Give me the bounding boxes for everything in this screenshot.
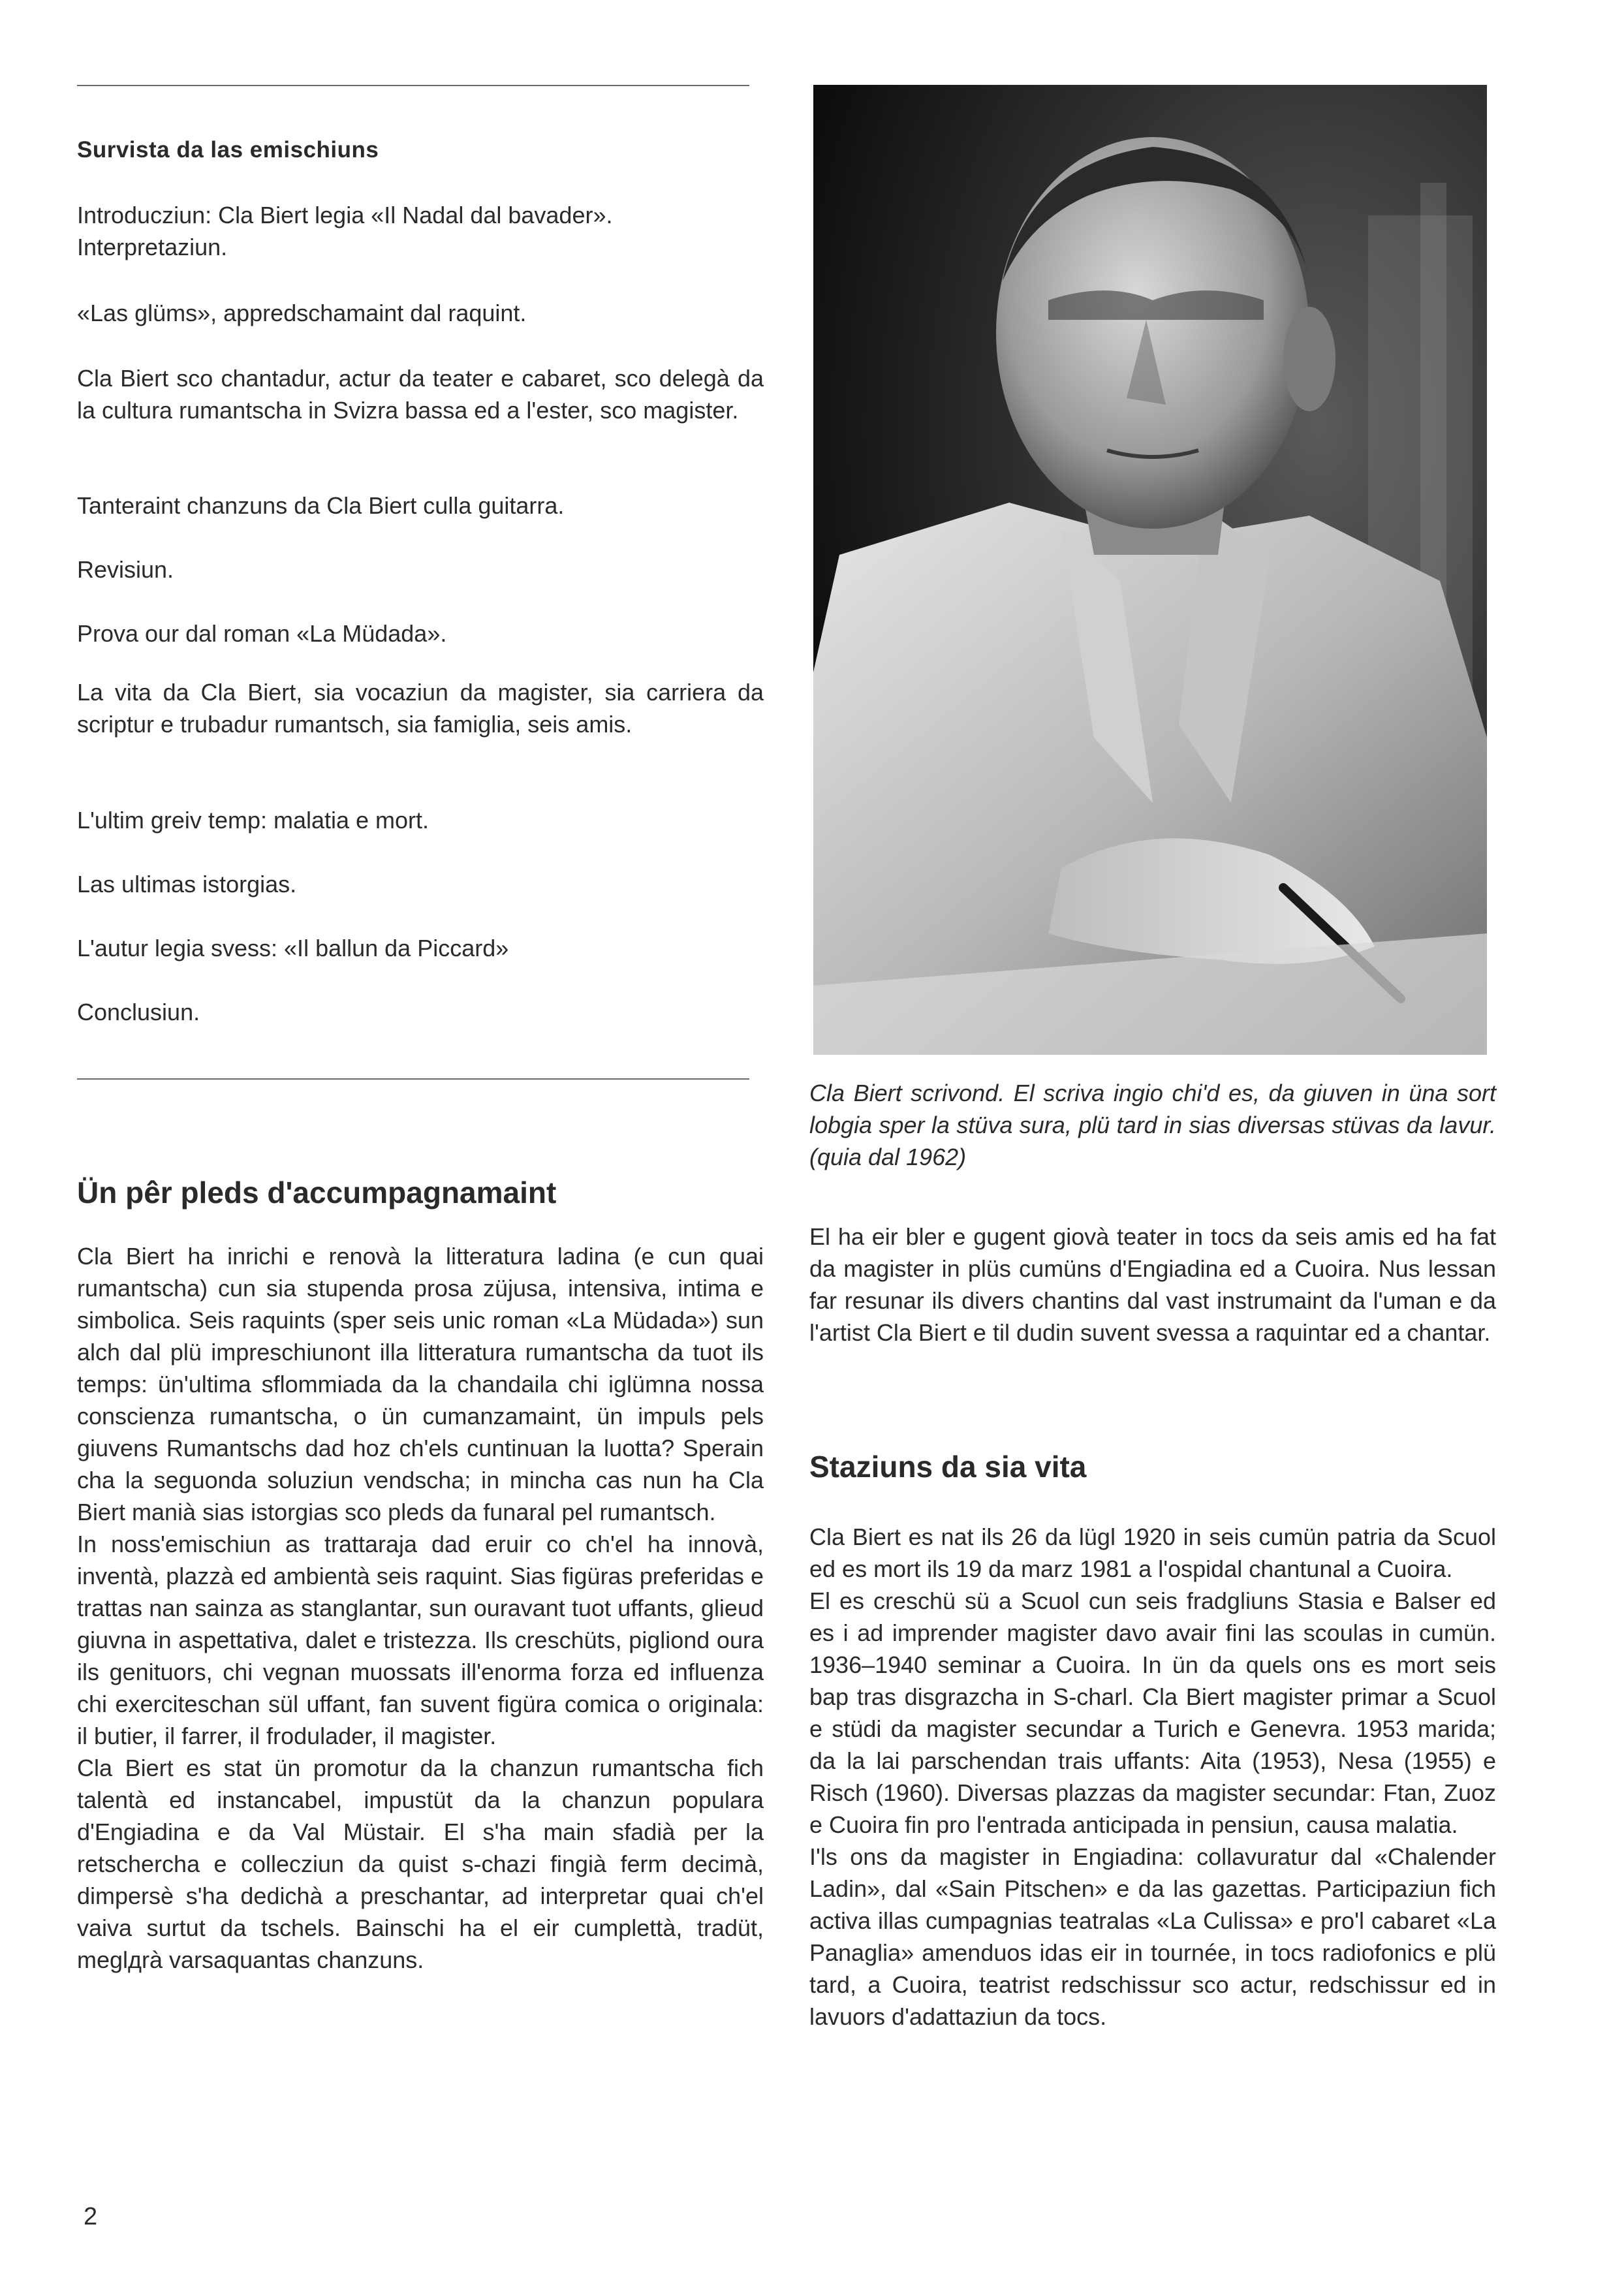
survista-item-3: Cla Biert sco chantadur, actur da teater e cabaret, sco delegà da la cultura rumantscha in Svizra bassa ed a l'ester, sco magister. <box>77 365 764 424</box>
survista-item-2: «Las glüms», appredschamaint dal raquint. <box>77 300 527 326</box>
pleds-paragraph-2: In noss'emischiun as trattaraja dad eruir co ch'el ha innovà, inventà, plazzà ed ambientà seis raquint. Sias figüras preferidas e trattas nan sainza as stanglantar, sun ouravant tuot uffants, glieud giuvna in aspettativa, dalet e tristezza. Ils creschüts, pigliond oura ils genituors, chi vegnan muossats ill'enorma forza ed influenza chi exerciteschan sül uffant, fan suvent figüra comica o originala: il butier, il farrer, il frodulader, il magister. <box>77 1531 764 1749</box>
pleds-paragraph-1: Cla Biert ha inrichi e renovà la litteratura ladina (e cun quai rumantscha) cun sia stupenda prosa züjusa, intensiva, intima e simbolica. Seis raquints (sper seis unic roman «La Müdada») sun alch dal plü impreschiunont illa litteratura rumantscha da tuot ils temps: ün'ultima sflommiada da la chandaila chi iglümna nossa conscienza rumantscha, o ün cumanzamaint, ün impuls pels giuvens Rumantschs dad hoz ch'els cuntinuan la luotta? Sperain cha la seguonda soluziun vendscha; in mincha cas nun ha Cla Biert manià sias istorgias sco pleds da funaral pel rumantsch. <box>77 1243 764 1525</box>
top-rule <box>77 85 749 86</box>
page-number: 2 <box>84 2203 98 2230</box>
staziuns-paragraph-1: Cla Biert es nat ils 26 da lügl 1920 in seis cumün patria da Scuol ed es mort ils 19 da marz 1981 a l'ospidal chantunal a Cuoira. <box>809 1523 1496 1582</box>
survista-title: Survista da las emischiuns <box>77 137 379 163</box>
survista-item-1: Introducziun: Cla Biert legia «Il Nadal dal bavader». Interpretaziun. <box>77 202 613 260</box>
teater-paragraph: El ha eir bler e gugent giovà teater in tocs da seis amis ed ha fat da magister in plüs cumüns d'Engiadina ed a Cuoira. Nus lessan far resunar ils divers chantins dal vast instrumaint da l'uman e da l'artist Cla Biert e til dudin suvent svessa a raquintar ed a chantar. <box>809 1223 1496 1346</box>
staziuns-paragraph-2: El es creschü sü a Scuol cun seis fradgliuns Stasia e Balser ed es i ad imprender magister davo avair fini las scoulas in cumün. 1936–1940 seminar a Cuoira. In ün da quels ons es mort seis bap tras disgrazcha in S-charl. Cla Biert magister primar a Scuol e stüdi da magister secundar a Turich e Genevra. 1953 marida; da la lai parschendan trais uffants: Aita (1953), Nesa (1955) e Risch (1960). Diversas plazzas da magister secundar: Ftan, Zuoz e Cuoira fin pro l'entrada anticipada in pensiun, causa malatia. <box>809 1587 1496 1838</box>
survista-item-10: L'autur legia svess: «Il ballun da Piccard» <box>77 935 509 961</box>
pleds-heading: Ün pêr pleds d'accumpagnamaint <box>77 1176 557 1210</box>
pleds-body <box>77 1240 764 1976</box>
survista-item-8: L'ultim greiv temp: malatia e mort. <box>77 807 429 834</box>
staziuns-paragraph-3: I'ls ons da magister in Engiadina: collavuratur dal «Chalender Ladin», dal «Sain Pitschen» e da las gazettas. Participaziun fich activa illas cumpagnias teatralas «La Culissa» e pro'l cabaret «La Panaglia» amenduos idas eir in tournée, in tocs radiofonics e plü tard, a Cuoira, teatrist redschissur sco actur, redschissur ed in lavuors d'adattaziun da tocs. <box>809 1843 1496 2030</box>
photo-caption: Cla Biert scrivond. El scriva ingio chi'd es, da giuven in üna sort lobgia sper la stüva sura, plü tard in sias diversas stüvas da lavur. (quia dal 1962) <box>809 1080 1496 1170</box>
section-rule <box>77 1078 749 1080</box>
survista-item-5: Revisiun. <box>77 556 174 583</box>
pleds-paragraph-3: Cla Biert es stat ün promotur da la chanzun rumantscha fich talentà ed instancabel, impustüt da la chanzun populara d'Engiadina e da Val Müstair. El s'ha main sfadià per la retschercha e collecziun da quist s-chazi fingià ferm decimà, dimpersè s'ha dedichà a preschantar, ad interpretar quai ch'el vaiva surtut da tschels. Bainschi ha el eir cumplettà, tradüt, meglдrà varsaquantas chanzuns. <box>77 1755 764 1973</box>
portrait-photo <box>813 85 1487 1055</box>
survista-item-4: Tanteraint chanzuns da Cla Biert culla guitarra. <box>77 492 565 519</box>
portrait-illustration <box>813 85 1487 1055</box>
staziuns-heading: Staziuns da sia vita <box>809 1450 1087 1484</box>
staziuns-body <box>809 1521 1496 2033</box>
survista-item-6: Prova our dal roman «La Müdada». <box>77 620 447 647</box>
survista-item-11: Conclusiun. <box>77 999 200 1025</box>
survista-item-9: Las ultimas istorgias. <box>77 871 297 898</box>
survista-item-7: La vita da Cla Biert, sia vocaziun da magister, sia carriera da scriptur e trubadur rumantsch, sia famiglia, seis amis. <box>77 679 764 738</box>
